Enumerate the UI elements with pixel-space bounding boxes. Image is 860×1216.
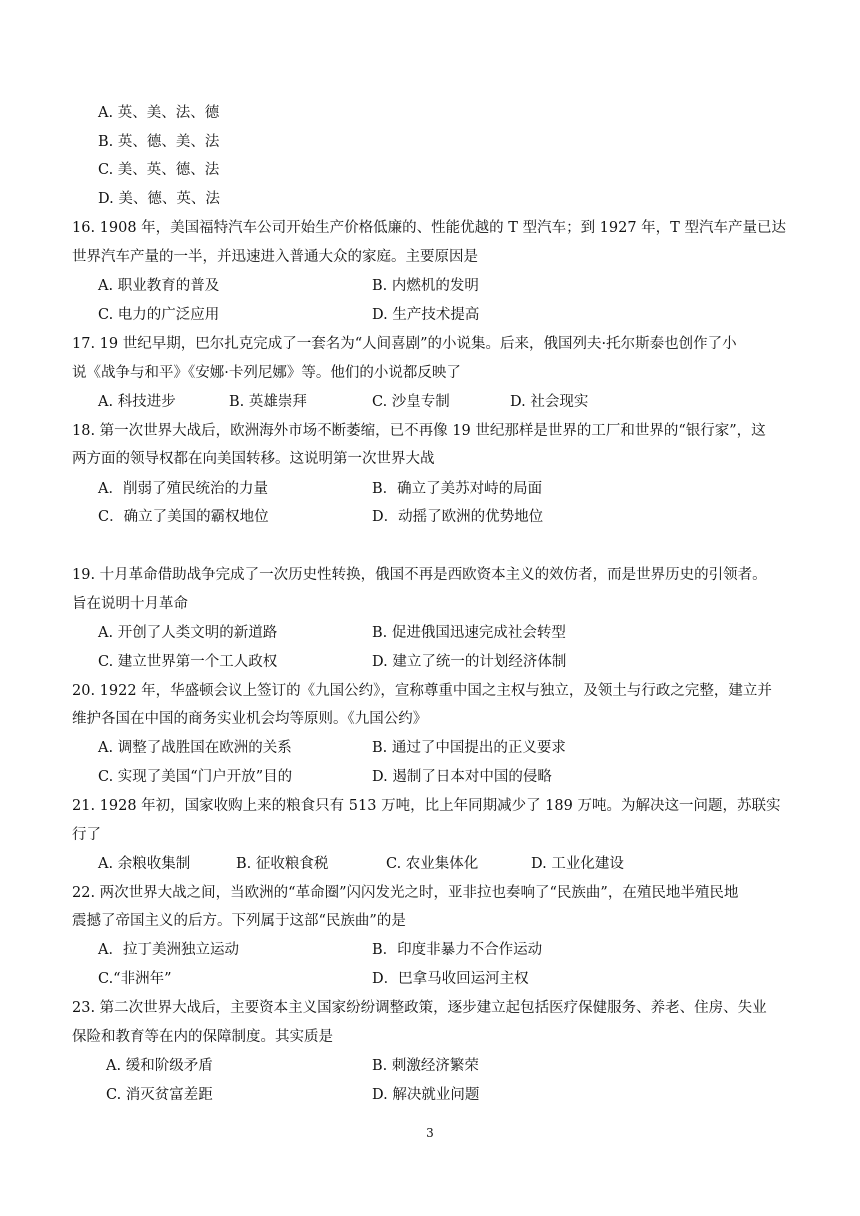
q21-stem-line2: 行了 — [72, 827, 101, 843]
q19-option-c: C. 建立世界第一个工人政权 — [98, 654, 278, 670]
q19-option-b: B. 促进俄国迅速完成社会转型 — [372, 625, 566, 641]
q19-stem-line2: 旨在说明十月革命 — [72, 596, 188, 612]
q22-option-a: A．拉丁美洲独立运动 — [98, 942, 239, 958]
q19-option-a: A. 开创了人类文明的新道路 — [98, 625, 278, 641]
q21-option-b: B. 征收粮食税 — [236, 856, 329, 872]
q23-option-d: D. 解决就业问题 — [372, 1087, 480, 1103]
q22-option-d: D．巴拿马收回运河主权 — [372, 971, 529, 987]
q21-option-c: C. 农业集体化 — [386, 856, 479, 872]
q22-stem-line2: 震撼了帝国主义的后方。下列属于这部“民族曲”的是 — [72, 913, 406, 929]
q16-stem-line1: 16. 1908 年，美国福特汽车公司开始生产价格低廉的、性能优越的 T 型汽车；到 1927 年，T 型汽车产量已达 — [72, 220, 786, 236]
q18-option-d: D．动摇了欧洲的优势地位 — [372, 509, 544, 525]
q15-option-c: C. 美、英、德、法 — [98, 162, 220, 178]
q17-option-d: D. 社会现实 — [510, 394, 589, 410]
q23-option-c: C. 消灭贫富差距 — [106, 1087, 213, 1103]
q19-stem-line1: 19. 十月革命借助战争完成了一次历史性转换，俄国不再是西欧资本主义的效仿者，而是世界历史的引领者。 — [72, 567, 767, 583]
q17-stem-line1: 17. 19 世纪早期，巴尔扎克完成了一套名为“人间喜剧”的小说集。后来，俄国列夫·托尔斯泰也创作了小 — [72, 336, 737, 352]
q16-option-d: D. 生产技术提高 — [372, 307, 480, 323]
q20-stem-line2: 维护各国在中国的商务实业机会均等原则。《九国公约》 — [72, 711, 428, 727]
q17-option-c: C. 沙皇专制 — [372, 394, 450, 410]
q23-option-b: B. 刺激经济繁荣 — [372, 1058, 479, 1074]
q21-stem-line1: 21. 1928 年初，国家收购上来的粮食只有 513 万吨，比上年同期减少了 189 万吨。为解决这一问题，苏联实 — [72, 798, 781, 814]
q18-option-a: A．削弱了殖民统治的力量 — [98, 481, 268, 497]
q16-stem-line2: 世界汽车产量的一半，并迅速进入普通大众的家庭。主要原因是 — [72, 249, 478, 265]
q20-option-c: C. 实现了美国“门户开放”目的 — [98, 769, 293, 785]
q19-option-d: D. 建立了统一的计划经济体制 — [372, 654, 567, 670]
q20-option-a: A. 调整了战胜国在欧洲的关系 — [98, 740, 292, 756]
q18-stem-line2: 两方面的领导权都在向美国转移。这说明第一次世界大战 — [72, 451, 435, 467]
q21-option-a: A. 余粮收集制 — [98, 856, 191, 872]
q18-stem-line1: 18. 第一次世界大战后，欧洲海外市场不断萎缩，已不再像 19 世纪那样是世界的工厂和世界的“银行家”，这 — [72, 423, 766, 439]
q18-option-b: B．确立了美苏对峙的局面 — [372, 481, 543, 497]
q20-option-d: D. 遏制了日本对中国的侵略 — [372, 769, 552, 785]
q22-stem-line1: 22. 两次世界大战之间，当欧洲的“革命圈”闪闪发光之时，亚非拉也奏响了“民族曲”，在殖民地半殖民地 — [72, 885, 739, 901]
q17-stem-line2: 说《战争与和平》《安娜·卡列尼娜》等。他们的小说都反映了 — [72, 365, 461, 381]
q16-option-a: A. 职业教育的普及 — [98, 278, 220, 294]
q16-option-c: C. 电力的广泛应用 — [98, 307, 220, 323]
page-number: 3 — [426, 1126, 434, 1140]
q23-option-a: A. 缓和阶级矛盾 — [106, 1058, 213, 1074]
q20-stem-line1: 20. 1922 年，华盛顿会议上签订的《九国公约》，宣称尊重中国之主权与独立，及领土与行政之完整，建立并 — [72, 683, 772, 699]
q22-option-c: C.“非洲年” — [98, 971, 172, 987]
q17-option-a: A. 科技进步 — [98, 394, 176, 410]
q18-option-c: C．确立了美国的霸权地位 — [98, 509, 269, 525]
q21-option-d: D. 工业化建设 — [531, 856, 624, 872]
q20-option-b: B. 通过了中国提出的正义要求 — [372, 740, 566, 756]
q15-option-b: B. 英、德、美、法 — [98, 134, 220, 150]
q15-option-a: A. 英、美、法、德 — [98, 105, 220, 121]
q17-option-b: B. 英雄崇拜 — [229, 394, 307, 410]
q15-option-d: D. 美、德、英、法 — [98, 191, 220, 207]
q16-option-b: B. 内燃机的发明 — [372, 278, 479, 294]
q23-stem-line2: 保险和教育等在内的保障制度。其实质是 — [72, 1029, 333, 1045]
q22-option-b: B．印度非暴力不合作运动 — [372, 942, 543, 958]
q23-stem-line1: 23. 第二次世界大战后，主要资本主义国家纷纷调整政策，逐步建立起包括医疗保健服务、养老、住房、失业 — [72, 1000, 767, 1016]
